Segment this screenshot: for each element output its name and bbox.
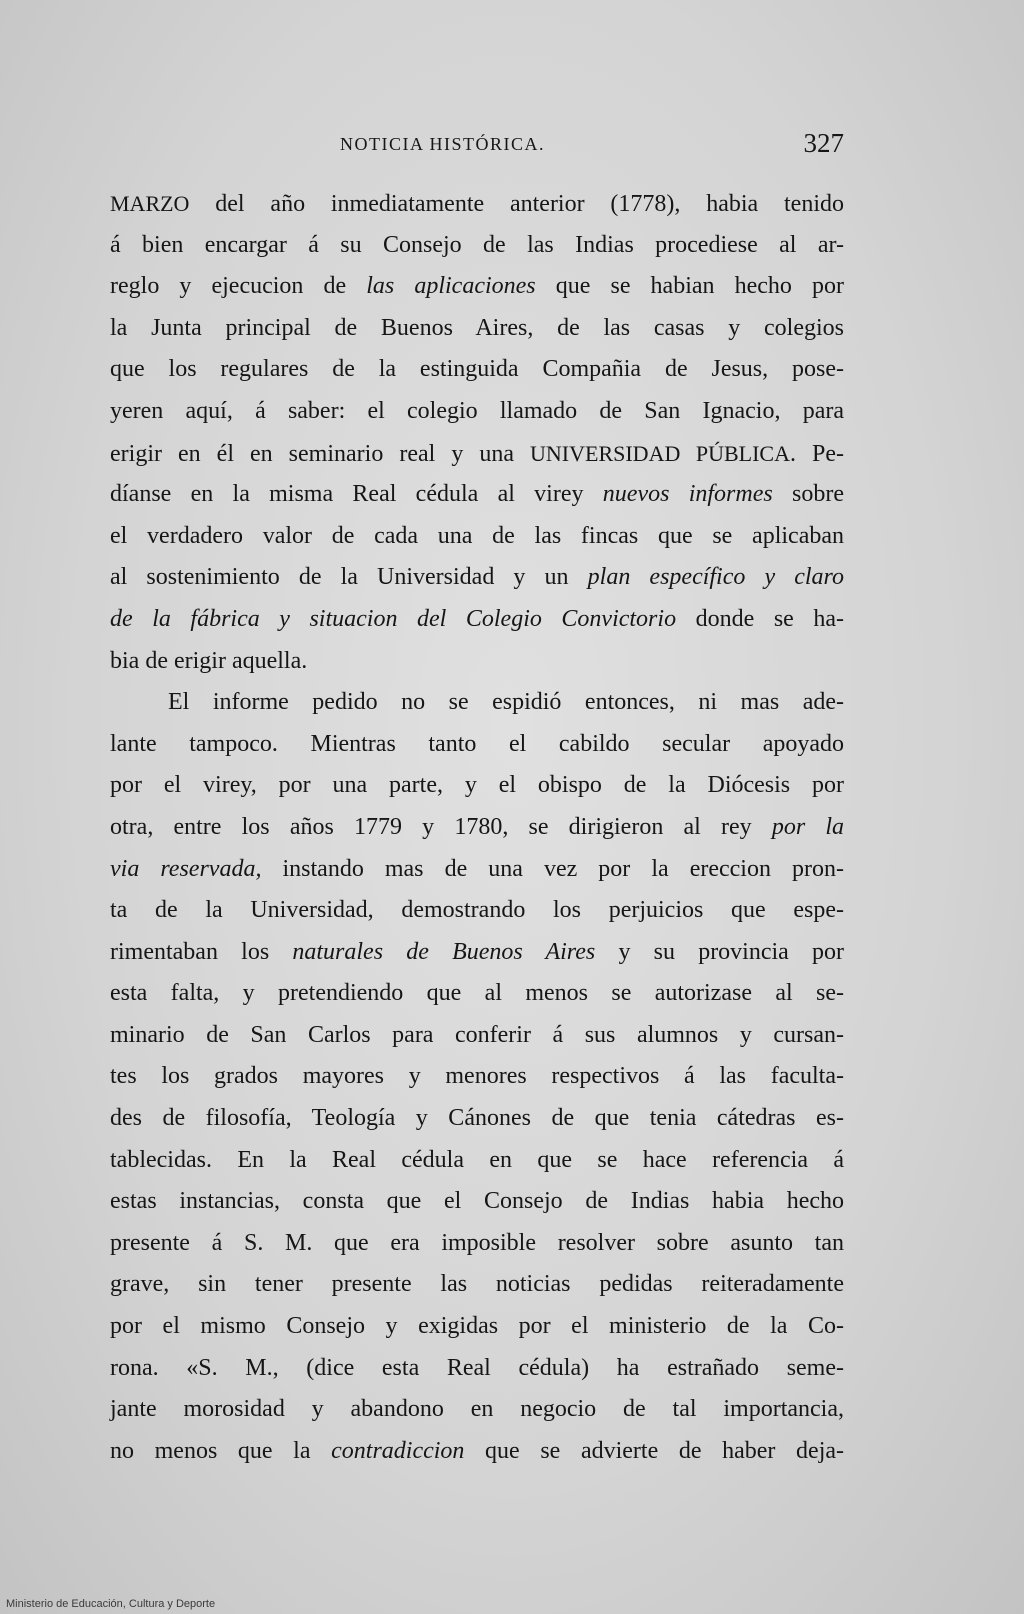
text-run: díanse en la misma Real cédula al virey [110,481,603,508]
text-run: por el mismo Consejo y exigidas por el ministerio de la Co- [110,1313,844,1340]
text-run: El informe pedido no se espidió entonces, ni mas ade- [168,689,844,716]
text-run-italic: naturales de Buenos Aires [292,938,596,965]
text-line [110,765,844,807]
text-run: des de filosofía, Teología y Cánones de que tenia cátedras es- [110,1105,844,1132]
text-line [110,391,844,433]
text-run: jante morosidad y abandono en negocio de tal importancia, [110,1396,844,1423]
text-run-italic: por la [771,813,844,840]
body-text [110,183,844,1472]
text-run: que se advierte de haber deja- [464,1437,845,1464]
text-line [110,349,844,391]
text-line [110,1098,844,1140]
running-title: NOTICIA HISTÓRICA. [340,134,545,154]
text-line [110,1140,844,1182]
text-run: reglo y ejecucion de [110,273,367,300]
text-run: instando mas de una vez por la ereccion pron- [261,855,844,882]
text-run: y su provincia por [595,938,845,965]
text-run: presente á S. M. que era imposible resolver sobre asunto tan [110,1229,844,1256]
text-run-smallcaps: UNIVERSIDAD PÚBLICA [530,440,790,466]
text-line [110,599,844,641]
text-run: yeren aquí, á saber: el colegio llamado de San Ignacio, para [110,397,844,424]
text-run: minario de San Carlos para conferir á sus alumnos y cursan- [110,1021,844,1048]
text-run: ta de la Universidad, demostrando los perjuicios que espe- [110,897,844,924]
text-line [110,1431,844,1473]
footer-credit: Ministerio de Educación, Cultura y Deporte [6,1598,216,1610]
text-line [110,641,844,683]
text-run-italic: nuevos informes [602,481,773,508]
text-line [110,724,844,766]
text-run: sobre [772,481,845,508]
text-line [110,1015,844,1057]
text-line [110,183,844,225]
text-run: á bien encargar á su Consejo de las Indias procediese al ar- [110,231,844,258]
text-run: lante tampoco. Mientras tanto el cabildo secular apoyado [110,730,844,757]
text-run: por el virey, por una parte, y el obispo de la Diócesis por [110,772,844,799]
text-run: la Junta principal de Buenos Aires, de las casas y colegios [110,314,844,341]
text-run-italic: via reservada, [110,855,262,882]
text-line [110,1223,844,1265]
text-run: el verdadero valor de cada una de las fincas que se aplicaban [110,522,844,549]
text-line [110,973,844,1015]
text-run: del año inmediatamente anterior (1778), habia tenido [189,191,844,217]
text-run: al sostenimiento de la Universidad y un [110,564,588,591]
text-line [110,890,844,932]
text-run: no menos que la [110,1437,332,1464]
text-run: grave, sin tener presente las noticias pedidas reiteradamente [110,1271,844,1298]
text-line [110,1389,844,1431]
text-line [110,516,844,558]
text-line [110,1056,844,1098]
text-run-italic: plan específico y claro [587,564,845,591]
text-run-smallcaps: MARZO [110,191,190,216]
text-line [110,474,844,516]
text-run: rona. «S. M., (dice esta Real cédula) ha estrañado seme- [110,1354,844,1381]
text-run: tablecidas. En la Real cédula en que se hace referencia á [110,1146,844,1173]
text-run: esta falta, y pretendiendo que al menos se autorizase al se- [110,980,844,1007]
text-run: que los regulares de la estinguida Compañia de Jesus, pose- [110,356,844,383]
page-number: 327 [803,128,844,158]
text-line [110,849,844,891]
text-run: tes los grados mayores y menores respectivos á las faculta- [110,1063,844,1090]
text-line [110,1348,844,1390]
text-run: rimentaban los [110,938,293,965]
text-line [110,1181,844,1223]
text-run-italic: de la fábrica y situacion del Colegio Convictorio [110,605,677,632]
text-line [110,807,844,849]
text-line [110,433,844,475]
text-line [110,557,844,599]
text-run: estas instancias, consta que el Consejo de Indias habia hecho [110,1188,844,1215]
text-line [110,308,844,350]
text-run: . Pe- [789,440,844,467]
text-line [110,1306,844,1348]
text-run: que se habian hecho por [535,273,844,300]
text-run: bia de erigir aquella. [110,647,308,674]
text-line [110,1264,844,1306]
text-run-italic: contradiccion [331,1437,465,1464]
text-line [110,266,844,308]
text-line [110,225,844,267]
text-line [110,932,844,974]
text-line [110,682,844,724]
text-run: erigir en él en seminario real y una [110,440,531,467]
text-run-italic: las aplicaciones [366,273,536,300]
page-header [108,128,844,162]
text-run: otra, entre los años 1779 y 1780, se dirigieron al rey [110,813,772,840]
text-run: donde se ha- [676,605,844,632]
